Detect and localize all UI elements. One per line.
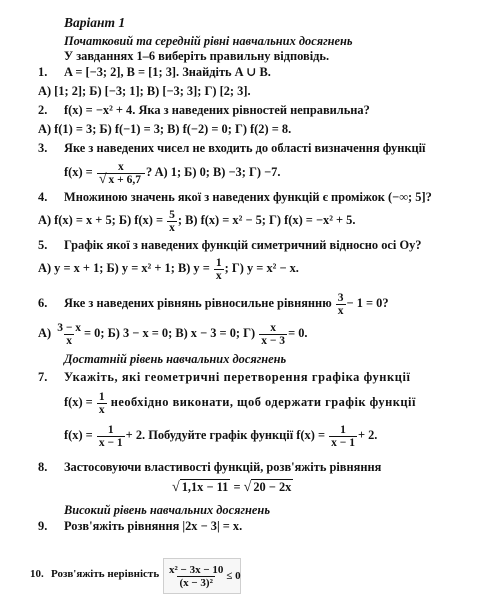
sqrt-icon: √ xyxy=(172,480,180,495)
q7-number: 7. xyxy=(38,370,48,384)
q1-options: A) [1; 2]; Б) [−3; 1]; В) [−3; 3]; Г) [2; 3]. xyxy=(38,84,251,98)
section-high-level: Високий рівень навчальних досягнень xyxy=(64,503,270,517)
q6-options: A) $\frac{3 - x}{x}$ = 0; Б) 3 − x = 0; В) x − 3 = 0; Г) $\frac{x}{x - 3}$ = 0. xyxy=(38,321,308,347)
q6-eq-fraction: $\frac{3}{x}$ xyxy=(337,291,344,317)
q6-number: 6. xyxy=(38,296,48,310)
q10-text: Розв'яжіть нерівність xyxy=(51,568,160,580)
q3-frac-top: x xyxy=(118,160,124,173)
q9-number: 9. xyxy=(38,519,48,533)
q10-inequality: $\frac{\text{x² − 3x − 10}}{\text{(x − 3)²}}$ ≤ 0 xyxy=(169,563,241,589)
q3-text: Яке з наведених чисел не входить до області визначення функції xyxy=(64,141,426,155)
q6-a-fraction: $\frac{3 - x}{x}$ xyxy=(57,321,81,347)
q10-number: 10. xyxy=(30,568,44,580)
q9-text: Розв'яжіть рівняння |2x − 3| = x. xyxy=(64,519,243,533)
q4-text: Множиною значень якої з наведених функцій є проміжок (−∞; 5]? xyxy=(64,190,432,204)
q3-number: 3. xyxy=(38,141,48,155)
q3-frac-bottom: √ x + 6,7 xyxy=(97,173,145,186)
q10-fraction: $\frac{\text{x² − 3x − 10}}{\text{(x − 3)²}}$ xyxy=(169,563,224,589)
q3-options: ? A) 1; Б) 0; В) −3; Г) −7. xyxy=(145,165,281,179)
q4-options: A) f(x) = x + 5; Б) f(x) = $\frac{5}{x}$ ; В) f(x) = x² − 5; Г) f(x) = −x² + 5. xyxy=(38,208,356,234)
q7-line3: f(x) = $\frac{1}{x - 1}$ + 2. Побудуйте графік функції f(x) = $\frac{1}{x - 1}$ + 2. xyxy=(64,423,378,449)
q6-g-fraction: $\frac{x}{x - 3}$ xyxy=(261,321,286,347)
q3-formula-line xyxy=(64,157,280,187)
q5-text: Графік якої з наведених функцій симетричний відносно осі Oy? xyxy=(64,238,422,252)
q2-number: 2. xyxy=(38,103,48,117)
q8-text: Застосовуючи властивості функцій, розв'яжіть рівняння xyxy=(64,460,382,474)
q6-text: Яке з наведених рівнянь рівносильне рівнянню xyxy=(64,296,332,310)
sqrt-icon: √ xyxy=(98,171,107,187)
q5-number: 5. xyxy=(38,238,48,252)
q7-f3-fraction: $\frac{1}{x - 1}$ xyxy=(331,423,355,449)
q4-fraction: $\frac{5}{x}$ xyxy=(169,208,175,234)
q6-text-line: Яке з наведених рівнянь рівносильне рівнянню $\frac{3}{x}$ − 1 = 0? xyxy=(64,291,389,317)
q7-line2: f(x) = $\frac{1}{x}$ необхідно виконати, щоб одержати графік функції xyxy=(64,390,416,416)
q2-options: A) f(1) = 3; Б) f(−1) = 3; В) f(−2) = 0; Г) f(2) = 8. xyxy=(38,122,292,136)
q7-f1-fraction: $\frac{1}{x}$ xyxy=(98,390,105,416)
section-basic-level: Початковий та середній рівні навчальних досягнень xyxy=(64,34,353,48)
q3-fraction xyxy=(97,161,145,186)
sqrt-icon: √ xyxy=(243,480,252,495)
q2-text: f(x) = −x² + 4. Яка з наведених рівностей неправильна? xyxy=(64,103,370,117)
section-sufficient-level: Достатній рівень навчальних досягнень xyxy=(64,352,287,366)
q4-number: 4. xyxy=(38,190,48,204)
q1-number: 1. xyxy=(38,65,48,79)
variant-title: Варіант 1 xyxy=(64,15,126,30)
q7-line1: Укажіть, які геометричні перетворення графіка функції xyxy=(64,370,411,384)
q3-fx: f(x) = xyxy=(64,165,93,179)
instruction-text: У завданнях 1–6 виберіть правильну відповідь. xyxy=(64,49,330,63)
q5-options: A) y = x + 1; Б) y = x² + 1; В) y = $\frac{1}{x}$ ; Г) y = x² − x. xyxy=(38,256,299,282)
q8-number: 8. xyxy=(38,460,48,474)
q7-f2-fraction: $\frac{1}{x - 1}$ xyxy=(98,423,123,449)
q5-fraction: $\frac{1}{x}$ xyxy=(215,256,222,282)
q1-text: A = [−3; 2], B = [1; 3]. Знайдіть A ∪ B. xyxy=(64,65,271,79)
q8-equation: √ 1,1x − 11 = √ 20 − 2x xyxy=(172,480,292,495)
